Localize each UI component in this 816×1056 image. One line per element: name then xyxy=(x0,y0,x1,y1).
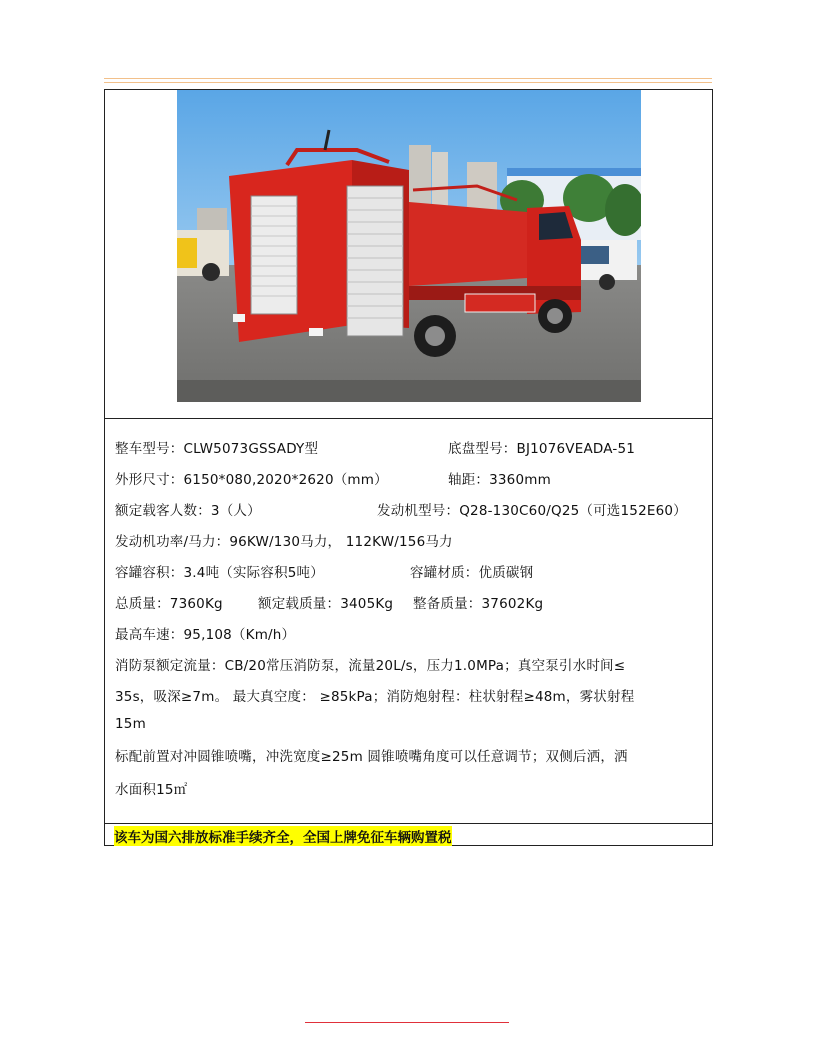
spec-total-mass: 总质量：7360Kg xyxy=(115,596,223,612)
spec-power: 发动机功率/马力：96KW/130马力， 112KW/156马力 xyxy=(115,534,453,550)
spec-pump-line-1: 消防泵额定流量：CB/20常压消防泵，流量20L/s，压力1.0MPa；真空泵引水时间≤ xyxy=(115,658,626,674)
spec-wheelbase: 轴距：3360mm xyxy=(448,472,551,488)
spec-nozzle-line-2: 水面积15㎡ xyxy=(115,782,188,798)
footer-rule xyxy=(305,1022,509,1023)
spec-pump-line-3: 15m xyxy=(115,716,146,732)
header-rule xyxy=(104,78,712,83)
spec-tank-volume: 容罐容积：3.4吨（实际容积5吨） xyxy=(115,565,324,581)
spec-pump-line-2: 35s，吸深≥7m。 最大真空度： ≥85kPa；消防炮射程：柱状射程≥48m，雾状射程 xyxy=(115,689,635,705)
spec-model: 整车型号：CLW5073GSSADY型 xyxy=(115,441,319,457)
spec-cell xyxy=(105,419,712,823)
photo-cell xyxy=(105,90,712,419)
spec-nozzle-line-1: 标配前置对冲圆锥喷嘴，冲洗宽度≥25m 圆锥喷嘴角度可以任意调节；双侧后洒，洒 xyxy=(115,749,628,765)
spec-passengers: 额定载客人数：3（人） xyxy=(115,503,261,519)
spec-max-speed: 最高车速：95,108（Km/h） xyxy=(115,627,296,643)
truck-photo xyxy=(177,90,641,402)
notice-cell xyxy=(105,823,712,846)
spec-rated-load: 额定载质量：3405Kg xyxy=(258,596,394,612)
spec-curb-mass: 整备质量：37602Kg xyxy=(413,596,544,612)
spec-dimensions: 外形尺寸：6150*080,2020*2620（mm） xyxy=(115,472,388,488)
spec-table xyxy=(104,89,713,846)
tax-exemption-notice: 该车为国六排放标准手续齐全，全国上牌免征车辆购置税 xyxy=(114,826,452,846)
spec-chassis: 底盘型号：BJ1076VEADA-51 xyxy=(448,441,636,457)
spec-tank-material: 容罐材质：优质碳钢 xyxy=(410,565,534,581)
spec-engine: 发动机型号：Q28-130C60/Q25（可选152E60） xyxy=(377,503,687,519)
